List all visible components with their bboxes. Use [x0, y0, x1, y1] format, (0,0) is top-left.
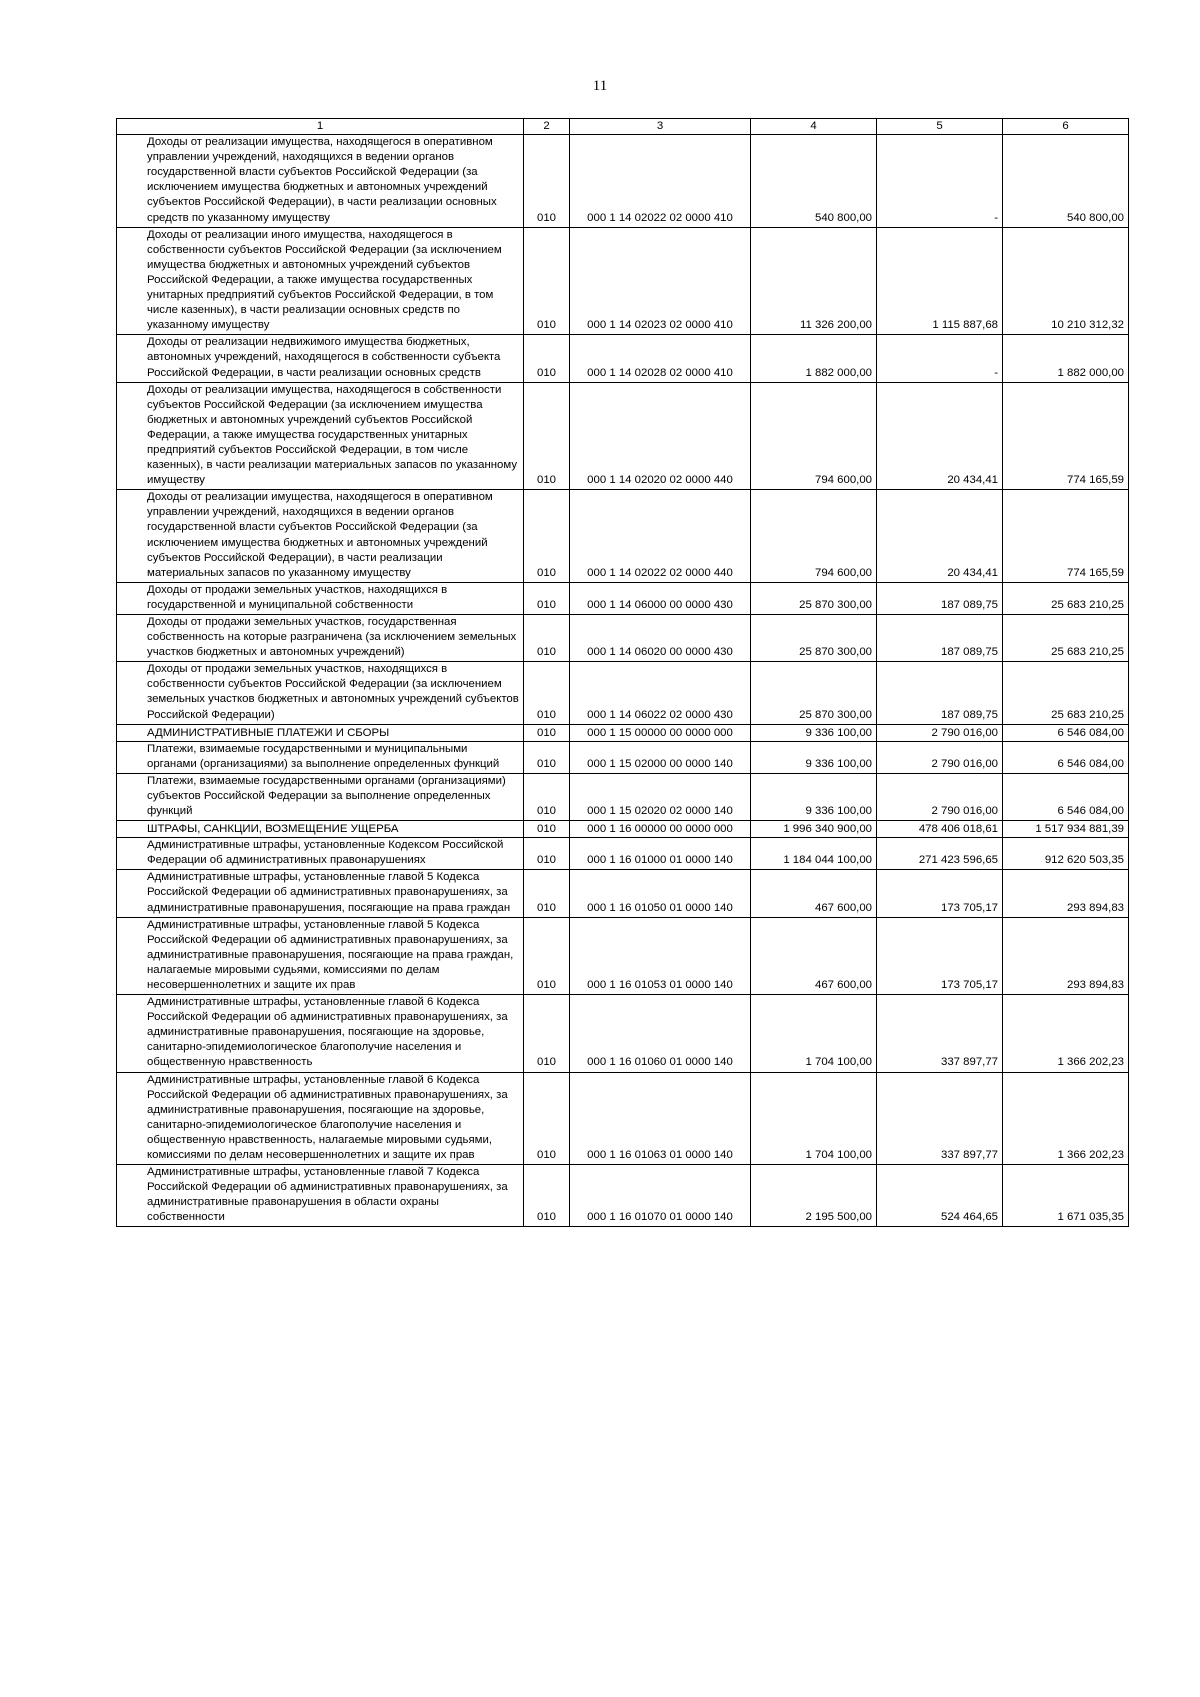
- row-name: Доходы от реализации имущества, находящегося в оперативном управлении учреждений, находящихся в ведении органов государственной власти субъектов Российской Федерации (за исключением имущества бюджетных и автономных учреждений субъектов Российской Федерации), в части реализации материальных запасов по указанному имуществу: [117, 490, 524, 583]
- row-approved-amount: 1 996 340 900,00: [751, 821, 877, 838]
- row-line-code: 010: [524, 838, 570, 870]
- row-line-code: 010: [524, 582, 570, 614]
- row-line-code: 010: [524, 490, 570, 583]
- row-line-code: 010: [524, 1165, 570, 1227]
- row-line-code: 010: [524, 724, 570, 741]
- row-executed-amount: 20 434,41: [877, 490, 1003, 583]
- row-name: Платежи, взимаемые государственными и муниципальными органами (организациями) за выполнение определенных функций: [117, 741, 524, 773]
- row-executed-amount: 20 434,41: [877, 382, 1003, 490]
- row-income-code: 000 1 16 01000 01 0000 140: [570, 838, 751, 870]
- row-name: Административные штрафы, установленные главой 6 Кодекса Российской Федерации об административных правонарушениях, за административные правонарушения, посягающие на здоровье, санитарно-эпидемиологическое благополучие населения и общественную нравственность, налагаемые мировыми судьями, комиссиями по делам несовершеннолетних и защите их прав: [117, 1072, 524, 1165]
- row-line-code: 010: [524, 741, 570, 773]
- row-executed-amount: 187 089,75: [877, 662, 1003, 724]
- row-name: Доходы от реализации недвижимого имущества бюджетных, автономных учреждений, находящегося в собственности субъекта Российской Федерации, в части реализации основных средств: [117, 335, 524, 382]
- row-executed-amount: -: [877, 135, 1003, 228]
- row-line-code: 010: [524, 870, 570, 917]
- row-income-code: 000 1 16 01053 01 0000 140: [570, 917, 751, 994]
- row-income-code: 000 1 16 01050 01 0000 140: [570, 870, 751, 917]
- row-remaining-amount: 10 210 312,32: [1003, 227, 1129, 335]
- row-executed-amount: 271 423 596,65: [877, 838, 1003, 870]
- row-income-code: 000 1 16 01063 01 0000 140: [570, 1072, 751, 1165]
- row-approved-amount: 9 336 100,00: [751, 741, 877, 773]
- row-name: Доходы от продажи земельных участков, находящихся в собственности субъектов Российской Федерации (за исключением земельных участков бюджетных и автономных учреждений субъектов Российской Федерации): [117, 662, 524, 724]
- row-name: Административные штрафы, установленные главой 7 Кодекса Российской Федерации об административных правонарушениях, за административные правонарушения в области охраны собственности: [117, 1165, 524, 1227]
- row-name: Административные штрафы, установленные главой 6 Кодекса Российской Федерации об административных правонарушениях, за административные правонарушения, посягающие на здоровье, санитарно-эпидемиологическое благополучие населения и общественную нравственность: [117, 995, 524, 1072]
- revenue-table: [116, 118, 1129, 1227]
- table-row: [117, 724, 1129, 741]
- row-income-code: 000 1 15 02020 02 0000 140: [570, 773, 751, 820]
- row-line-code: 010: [524, 382, 570, 490]
- table-row: [117, 227, 1129, 335]
- row-income-code: 000 1 16 01070 01 0000 140: [570, 1165, 751, 1227]
- row-line-code: 010: [524, 335, 570, 382]
- row-approved-amount: 11 326 200,00: [751, 227, 877, 335]
- table-row: [117, 1165, 1129, 1227]
- row-name: Доходы от продажи земельных участков, государственная собственность на которые разграничена (за исключением земельных участков бюджетных и автономных учреждений): [117, 615, 524, 662]
- row-approved-amount: 540 800,00: [751, 135, 877, 228]
- column-header-5: 5: [877, 119, 1003, 135]
- row-remaining-amount: 774 165,59: [1003, 490, 1129, 583]
- table-row: [117, 135, 1129, 228]
- row-income-code: 000 1 15 02000 00 0000 140: [570, 741, 751, 773]
- row-name: Доходы от реализации имущества, находящегося в оперативном управлении учреждений, находящихся в ведении органов государственной власти субъектов Российской Федерации (за исключением имущества бюджетных и автономных учреждений субъектов Российской Федерации), в части реализации основных средств по указанному имуществу: [117, 135, 524, 228]
- row-name: Административные штрафы, установленные Кодексом Российской Федерации об административных правонарушениях: [117, 838, 524, 870]
- table-row: [117, 741, 1129, 773]
- row-remaining-amount: 1 366 202,23: [1003, 995, 1129, 1072]
- row-remaining-amount: 1 517 934 881,39: [1003, 821, 1129, 838]
- column-header-6: 6: [1003, 119, 1129, 135]
- column-header-1: 1: [117, 119, 524, 135]
- row-executed-amount: 173 705,17: [877, 917, 1003, 994]
- row-approved-amount: 25 870 300,00: [751, 662, 877, 724]
- row-executed-amount: 337 897,77: [877, 1072, 1003, 1165]
- row-remaining-amount: 1 366 202,23: [1003, 1072, 1129, 1165]
- row-approved-amount: 1 704 100,00: [751, 1072, 877, 1165]
- row-income-code: 000 1 14 02028 02 0000 410: [570, 335, 751, 382]
- row-line-code: 010: [524, 1072, 570, 1165]
- row-approved-amount: 2 195 500,00: [751, 1165, 877, 1227]
- row-income-code: 000 1 14 06022 02 0000 430: [570, 662, 751, 724]
- column-header-4: 4: [751, 119, 877, 135]
- column-header-3: 3: [570, 119, 751, 135]
- row-line-code: 010: [524, 227, 570, 335]
- row-approved-amount: 794 600,00: [751, 490, 877, 583]
- row-remaining-amount: 293 894,83: [1003, 917, 1129, 994]
- table-row: [117, 662, 1129, 724]
- table-row: [117, 870, 1129, 917]
- row-remaining-amount: 6 546 084,00: [1003, 773, 1129, 820]
- row-executed-amount: 337 897,77: [877, 995, 1003, 1072]
- table-header: [117, 119, 1129, 135]
- row-income-code: 000 1 15 00000 00 0000 000: [570, 724, 751, 741]
- row-remaining-amount: 1 671 035,35: [1003, 1165, 1129, 1227]
- row-remaining-amount: 6 546 084,00: [1003, 741, 1129, 773]
- row-executed-amount: 187 089,75: [877, 582, 1003, 614]
- row-executed-amount: 478 406 018,61: [877, 821, 1003, 838]
- row-name: Административные штрафы, установленные главой 5 Кодекса Российской Федерации об административных правонарушениях, за административные правонарушения, посягающие на права граждан: [117, 870, 524, 917]
- row-approved-amount: 25 870 300,00: [751, 615, 877, 662]
- header-row: [117, 119, 1129, 135]
- row-remaining-amount: 540 800,00: [1003, 135, 1129, 228]
- row-executed-amount: 2 790 016,00: [877, 724, 1003, 741]
- row-approved-amount: 467 600,00: [751, 870, 877, 917]
- row-executed-amount: 524 464,65: [877, 1165, 1003, 1227]
- row-remaining-amount: 1 882 000,00: [1003, 335, 1129, 382]
- table-row: [117, 335, 1129, 382]
- row-approved-amount: 794 600,00: [751, 382, 877, 490]
- row-remaining-amount: 293 894,83: [1003, 870, 1129, 917]
- row-income-code: 000 1 14 06020 00 0000 430: [570, 615, 751, 662]
- table-row: [117, 821, 1129, 838]
- row-remaining-amount: 25 683 210,25: [1003, 662, 1129, 724]
- table-row: [117, 917, 1129, 994]
- row-income-code: 000 1 16 01060 01 0000 140: [570, 995, 751, 1072]
- table-row: [117, 773, 1129, 820]
- row-line-code: 010: [524, 821, 570, 838]
- row-name: АДМИНИСТРАТИВНЫЕ ПЛАТЕЖИ И СБОРЫ: [117, 724, 524, 741]
- row-executed-amount: 2 790 016,00: [877, 741, 1003, 773]
- row-name: ШТРАФЫ, САНКЦИИ, ВОЗМЕЩЕНИЕ УЩЕРБА: [117, 821, 524, 838]
- row-approved-amount: 467 600,00: [751, 917, 877, 994]
- row-income-code: 000 1 14 02022 02 0000 410: [570, 135, 751, 228]
- row-income-code: 000 1 14 02022 02 0000 440: [570, 490, 751, 583]
- table-row: [117, 615, 1129, 662]
- column-header-2: 2: [524, 119, 570, 135]
- row-name: Доходы от продажи земельных участков, находящихся в государственной и муниципальной собственности: [117, 582, 524, 614]
- row-line-code: 010: [524, 917, 570, 994]
- table-row: [117, 995, 1129, 1072]
- row-name: Доходы от реализации имущества, находящегося в собственности субъектов Российской Федерации (за исключением имущества бюджетных и автономных учреждений субъектов Российской Федерации, а также имущества государственных унитарных предприятий субъектов Российской Федерации, в том числе казенных), в части реализации материальных запасов по указанному имуществу: [117, 382, 524, 490]
- row-executed-amount: 173 705,17: [877, 870, 1003, 917]
- table-row: [117, 582, 1129, 614]
- row-line-code: 010: [524, 615, 570, 662]
- table-row: [117, 490, 1129, 583]
- row-approved-amount: 1 704 100,00: [751, 995, 877, 1072]
- row-line-code: 010: [524, 773, 570, 820]
- table-row: [117, 1072, 1129, 1165]
- row-line-code: 010: [524, 135, 570, 228]
- row-remaining-amount: 25 683 210,25: [1003, 615, 1129, 662]
- row-remaining-amount: 6 546 084,00: [1003, 724, 1129, 741]
- row-approved-amount: 9 336 100,00: [751, 724, 877, 741]
- row-approved-amount: 9 336 100,00: [751, 773, 877, 820]
- row-income-code: 000 1 14 02020 02 0000 440: [570, 382, 751, 490]
- row-approved-amount: 1 184 044 100,00: [751, 838, 877, 870]
- row-income-code: 000 1 16 00000 00 0000 000: [570, 821, 751, 838]
- row-line-code: 010: [524, 662, 570, 724]
- row-remaining-amount: 774 165,59: [1003, 382, 1129, 490]
- row-approved-amount: 25 870 300,00: [751, 582, 877, 614]
- table-body: [117, 135, 1129, 1227]
- row-name: Административные штрафы, установленные главой 5 Кодекса Российской Федерации об административных правонарушениях, за административные правонарушения, посягающие на права граждан, налагаемые мировыми судьями, комиссиями по делам несовершеннолетних и защите их прав: [117, 917, 524, 994]
- row-executed-amount: 187 089,75: [877, 615, 1003, 662]
- row-income-code: 000 1 14 06000 00 0000 430: [570, 582, 751, 614]
- row-executed-amount: 2 790 016,00: [877, 773, 1003, 820]
- table-row: [117, 838, 1129, 870]
- table-row: [117, 382, 1129, 490]
- row-name: Платежи, взимаемые государственными органами (организациями) субъектов Российской Федерации за выполнение определенных функций: [117, 773, 524, 820]
- row-executed-amount: -: [877, 335, 1003, 382]
- row-name: Доходы от реализации иного имущества, находящегося в собственности субъектов Российской Федерации (за исключением имущества бюджетных и автономных учреждений субъектов Российской Федерации, а также имущества государственных унитарных предприятий субъектов Российской Федерации, в том числе казенных), в части реализации основных средств по указанному имуществу: [117, 227, 524, 335]
- row-income-code: 000 1 14 02023 02 0000 410: [570, 227, 751, 335]
- row-remaining-amount: 912 620 503,35: [1003, 838, 1129, 870]
- row-line-code: 010: [524, 995, 570, 1072]
- row-approved-amount: 1 882 000,00: [751, 335, 877, 382]
- row-executed-amount: 1 115 887,68: [877, 227, 1003, 335]
- row-remaining-amount: 25 683 210,25: [1003, 582, 1129, 614]
- page-number: 11: [592, 78, 608, 94]
